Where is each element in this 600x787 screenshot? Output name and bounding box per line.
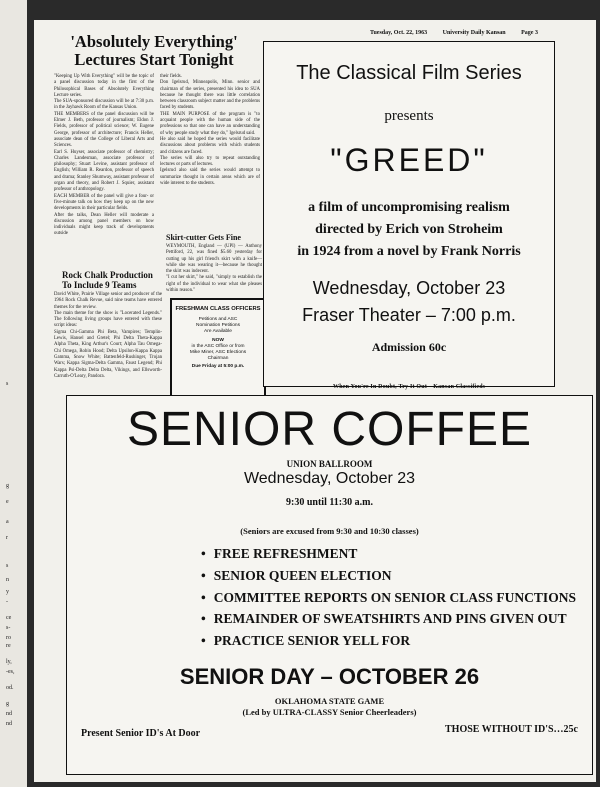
freshman-ad-where: Mike Miner, ASC Elections bbox=[189, 350, 247, 355]
rockchalk-headline: Rock Chalk Production To Include 9 Teams bbox=[62, 270, 153, 290]
paragraph: He also said he hoped the series would facilitate discussions about problems with which students and citizens are faced. bbox=[160, 136, 260, 155]
paragraph: Don Igelsrud, Minneapolis, Minn. senior and chairman of the series, presented his idea to SUA because he thought there was little correlation between classroom subject matter and the problems faced by students. bbox=[160, 80, 260, 111]
paragraph: THE MAIN PURPOSE of the program is "to acquaint people with the human side of the professions so that one can have an understanding of why people study what they do," Igelsrud said. bbox=[160, 111, 260, 136]
margin-fragment: e bbox=[6, 499, 9, 505]
bullet-dot-icon: • bbox=[201, 568, 206, 583]
margin-fragment: re bbox=[6, 643, 11, 649]
coffee-title: SENIOR COFFEE bbox=[126, 403, 533, 456]
paragraph: The series will also try to repeat outstanding lectures or parts of lectures. bbox=[160, 155, 260, 168]
film-description: directed by Erich von Stroheim bbox=[315, 222, 503, 237]
freshman-ad-title: FRESHMAN CLASS OFFICERS bbox=[175, 306, 261, 312]
film-admission: Admission 60c bbox=[371, 340, 447, 354]
film-presents: presents bbox=[384, 108, 434, 124]
paragraph: Sigma Chi-Gamma Phi Beta, Vampires; Templin-Lewis, Hansel and Gretel; Phi Delta Theta-Kappa Alpha Theta, King Arthur's Court; Alpha Tau Omega-Chi Omega, Robin Hood; Delta Upsilon-Kappa Kappa Gamma, Snow White; Battenfeld-Rushinger, Trojan Wars; Kappa Sigma-Delta Gamma, Faust Legend; Phi Kappa Psi-Delta Delta Delta, Vikings, and Ellsworth-Carruth-O'Leary, Pandora. bbox=[54, 329, 162, 379]
bullet-dot-icon: • bbox=[201, 546, 206, 561]
paragraph: "I cut her skirt," he said, "simply to establish the right of the individual to wear what she pleases within reason." bbox=[166, 275, 262, 294]
header-page: Page 3 bbox=[521, 30, 538, 36]
margin-fragment: - bbox=[6, 599, 8, 605]
paragraph: The SUA-sponsored discussion will be at 7:30 p.m. in the Jayhawk Room of the Kansas Union. bbox=[54, 99, 154, 111]
coffee-bullet: • FREE REFRESHMENT bbox=[201, 546, 358, 561]
previous-page-margin bbox=[0, 0, 27, 787]
margin-fragment: a bbox=[6, 519, 9, 525]
film-date: Wednesday, October 23 bbox=[312, 278, 506, 298]
freshman-ad-line: Petitions and ASC bbox=[198, 317, 238, 322]
bullet-dot-icon: • bbox=[201, 590, 206, 605]
margin-fragment: ly, bbox=[6, 659, 12, 665]
coffee-game: OKLAHOMA STATE GAME bbox=[274, 696, 385, 706]
rockchalk-body bbox=[54, 292, 162, 380]
margin-fragment: ro bbox=[6, 635, 11, 641]
lectures-column-2 bbox=[160, 74, 260, 187]
film-title: "GREED" bbox=[330, 142, 488, 178]
lectures-headline: 'Absolutely Everything' Lectures Start Tonight bbox=[70, 32, 238, 69]
classified-slogan: When You're In Doubt, Try It Out—Kansan Classifieds bbox=[333, 384, 486, 390]
coffee-excused-note: (Seniors are excused from 9:30 and 10:30 classes) bbox=[240, 526, 419, 536]
coffee-bullet: • SENIOR QUEEN ELECTION bbox=[201, 568, 392, 583]
coffee-cheerleaders: (Led by ULTRA-CLASSY Senior Cheerleaders) bbox=[242, 707, 417, 717]
margin-fragment: nd bbox=[6, 721, 12, 727]
margin-fragment: od. bbox=[6, 685, 14, 691]
without-id-price: THOSE WITHOUT ID'S…25c bbox=[445, 724, 578, 735]
senior-day-banner: SENIOR DAY – OCTOBER 26 bbox=[179, 664, 480, 689]
coffee-bullet: • REMAINDER OF SWEATSHIRTS AND PINS GIVEN OUT bbox=[201, 611, 567, 626]
margin-fragment: s bbox=[6, 563, 9, 569]
coffee-venue: UNION BALLROOM bbox=[286, 459, 373, 469]
freshman-ad-due: Due Friday at 5:00 p.m. bbox=[191, 364, 245, 369]
paragraph: David White, Prairie Village senior and producer of the 1964 Rock Chalk Revue, said nine teams have entered themes for the review. bbox=[54, 292, 162, 310]
freshman-officers-ad bbox=[170, 298, 266, 397]
margin-fragment: r bbox=[6, 535, 8, 541]
freshman-ad-where: in the ASC Office or from bbox=[191, 344, 245, 349]
paragraph: After the talks, Dean Heller will moderate a discussion among panel members on how individuals might keep track of developments outside bbox=[54, 212, 154, 237]
film-description: in 1924 from a novel by Frank Norris bbox=[297, 244, 521, 259]
margin-fragment: ce bbox=[6, 615, 12, 621]
coffee-bullet: • COMMITTEE REPORTS ON SENIOR CLASS FUNCTIONS bbox=[201, 590, 576, 605]
margin-fragment: g bbox=[6, 483, 9, 489]
margin-fragment: nd bbox=[6, 711, 12, 717]
paragraph: "Keeping Up With Everything" will be the topic of a panel discussion today in the first of the Philosophical Bases of Absolutely Everything Lecture series. bbox=[54, 74, 154, 98]
bullet-dot-icon: • bbox=[201, 633, 206, 648]
senior-coffee-ad bbox=[66, 395, 593, 775]
paragraph: The main theme for the show is "Locerated Legends." The following living groups have entered with these script ideas: bbox=[54, 310, 162, 329]
paragraph: THE MEMBERS of the panel discussion will be Elmer J. Beth, professor of journalism; Eldon J. Fields, professor of political science; W. Eugene George, professor of architecture; Francis Heller, associate dean of the College of Liberal Arts and Sciences. bbox=[54, 111, 154, 149]
freshman-ad-now: NOW bbox=[212, 338, 224, 343]
paragraph: EACH MEMBER of the panel will give a four- or five-minute talk on how they keep up on the new developments in their particular fields. bbox=[54, 193, 154, 212]
header-date: Tuesday, Oct. 22, 1963 bbox=[370, 30, 428, 36]
freshman-ad-where: Chairman bbox=[207, 356, 229, 361]
coffee-time: 9:30 until 11:30 a.m. bbox=[286, 497, 373, 508]
margin-fragment: g bbox=[6, 701, 9, 707]
paragraph: Igelsrud also said the series would attempt to summarize thought in certain areas which are of wide interest to the students. bbox=[160, 168, 260, 187]
skirt-headline: Skirt-cutter Gets Fine bbox=[166, 233, 241, 242]
coffee-date: Wednesday, October 23 bbox=[243, 470, 416, 487]
film-venue-time: Fraser Theater – 7:00 p.m. bbox=[302, 305, 516, 325]
paragraph: WEYMOUTH, England — (UPI) — Anthony Pettiford, 22, was fined $5.60 yesterday for cutting up his girl friend's skirt with a knife—while she was wearing it—because he thought the skirt was indecent. bbox=[166, 244, 262, 275]
margin-fragment: n bbox=[6, 577, 9, 583]
margin-fragment: s bbox=[6, 381, 9, 387]
margin-fragment: s- bbox=[6, 625, 11, 631]
bullet-dot-icon: • bbox=[201, 611, 206, 626]
film-series-title: The Classical Film Series bbox=[296, 62, 522, 84]
coffee-bullet: • PRACTICE SENIOR YELL FOR bbox=[201, 633, 411, 648]
freshman-ad-line: Are Available bbox=[204, 329, 232, 334]
skirt-body bbox=[166, 244, 262, 294]
freshman-ad-line: Nomination Petitions bbox=[196, 323, 240, 328]
margin-fragment: y bbox=[6, 589, 9, 595]
page-header bbox=[370, 30, 538, 36]
present-id-note: Present Senior ID's At Door bbox=[81, 728, 201, 739]
header-paper: University Daily Kansan bbox=[442, 30, 506, 36]
paragraph: Earl S. Huyser, associate professor of chemistry; Charles Landesman, associate professor of philosophy; Stuart Levine, assistant professor of English; William R. Reardon, professor of speech and drama; Stanley Shumway, assistant professor of organ and theory, and Robert J. Squier, assistant professor of anthropology. bbox=[54, 149, 155, 193]
film-description: a film of uncompromising realism bbox=[308, 200, 510, 215]
film-series-ad bbox=[263, 41, 555, 387]
lectures-column-1 bbox=[54, 74, 154, 238]
margin-fragment: -es, bbox=[6, 669, 15, 675]
paragraph: their fields. bbox=[160, 74, 182, 79]
